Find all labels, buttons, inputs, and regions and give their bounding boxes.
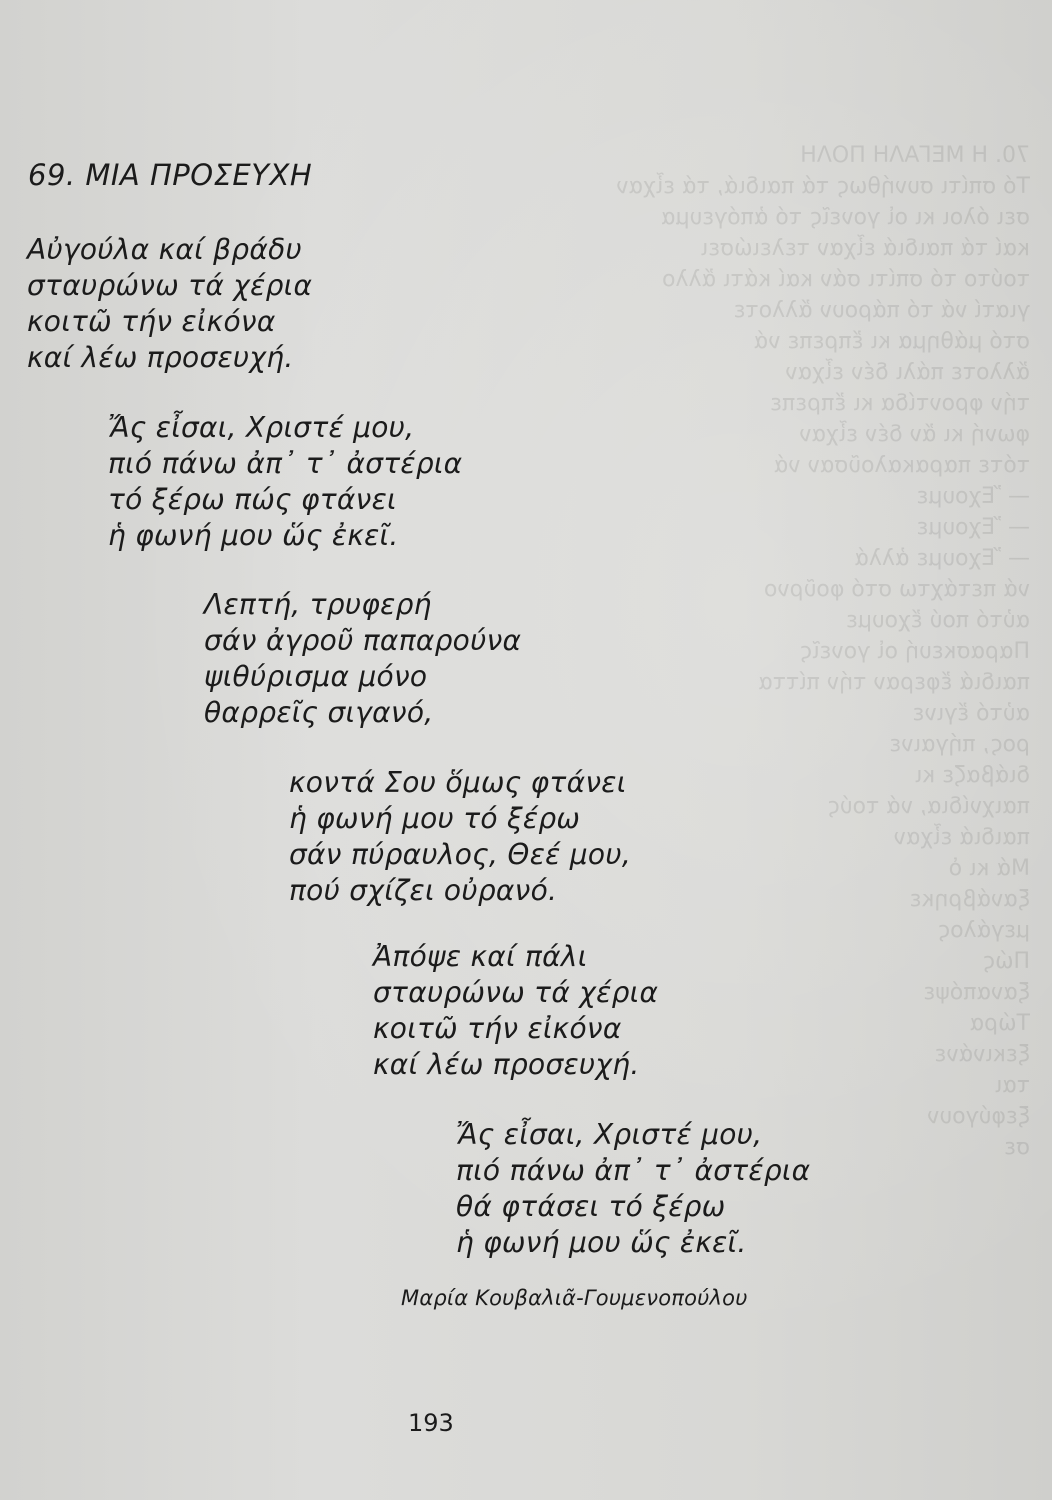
poem-line: θαρρεῖς σιγανό, [204, 696, 434, 729]
poem-line: Ἄς εἶσαι, Χριστέ μου, [108, 411, 415, 444]
poem-line: Αὐγούλα καί βράδυ [27, 233, 303, 266]
poem-line: σταυρώνω τά χέρια [27, 269, 313, 302]
poem-line: ἡ φωνή μου τό ξέρω [289, 802, 581, 835]
reverse-side-bleed-through: 70. Η ΜΕΓΑΛΗ ΠΟΛΗ Τό σπίτι συνήθως τά παιδιά, τά εἶχαν σει όλοι κι οἱ γονεῖς τό ἀπόγευμα καί τά παιδιά εἶχαν τελειώσει τούτο τό σπίτι σάν καί κάτι ἄλλο γιατί νά τό πάρουν ἄλλοτε στό μάθημα κι ἔπρεπε νά ἄλλοτε πάλι δέν εἶχαν τήν φροντίδα κι ἔπρεπε φωνή κι ἄν δέν εἶχαν τότε παρακαλοῦσαν νά — Ἔχουμε — Ἔχουμε — Ἔχουμε ἀλλά νά πετάχτω στό φοῦρνο αὐτό πού ἔχουμε Παρασκευή οἱ γονεῖς παιδιά ἔφεραν τήν πίττα αὐτό ἔγινε ρος, πήγαινε διάβαζε κι παιχνίδια, νά τούς παιδιά εἶχαν Μά κι ὁ ξανάβρηκε μεγάλος Πώς ξαναπόψε Τώρα ξεκινάνε ται ξεφύγουν σε [616, 143, 1030, 1160]
poem-line: κοιτῶ τήν εἰκόνα [27, 305, 276, 338]
poem-line: ἡ φωνή μου ὥς ἐκεῖ. [108, 519, 399, 552]
poem-line: καί λέω προσευχή. [27, 341, 294, 374]
poem-line: κοιτῶ τήν εἰκόνα [373, 1012, 622, 1045]
poem-line: σάν ἀγροῦ παπαρούνα [204, 624, 522, 657]
poem-line: σάν πύραυλος, Θεέ μου, [289, 838, 632, 871]
poem-line: Ἀπόψε καί πάλι [373, 940, 588, 973]
poem-line: πιό πάνω ἀπ᾽ τ᾽ ἀστέρια [456, 1154, 811, 1187]
poem-line: Ἄς εἶσαι, Χριστέ μου, [456, 1118, 763, 1151]
poem-line: ψιθύρισμα μόνο [204, 660, 428, 693]
poem-line: σταυρώνω τά χέρια [373, 976, 659, 1009]
poem-line: ἡ φωνή μου ὥς ἐκεῖ. [456, 1226, 747, 1259]
poem-title: 69. ΜΙΑ ΠΡΟΣΕΥΧΗ [28, 158, 313, 192]
poem-line: πού σχίζει οὐρανό. [289, 874, 558, 907]
poem-line: κοντά Σου ὅμως φτάνει [289, 766, 627, 799]
poem-line: πιό πάνω ἀπ᾽ τ᾽ ἀστέρια [108, 447, 463, 480]
poem-line: θά φτάσει τό ξέρω [456, 1190, 726, 1223]
poem-line: Λεπτή, τρυφερή [204, 588, 432, 621]
poem-line: καί λέω προσευχή. [373, 1048, 640, 1081]
poem-line: τό ξέρω πώς φτάνει [108, 483, 397, 516]
author-signature: Μαρία Κουβαλιᾶ-Γουμενοπούλου [401, 1286, 748, 1310]
page-number: 193 [408, 1409, 454, 1437]
